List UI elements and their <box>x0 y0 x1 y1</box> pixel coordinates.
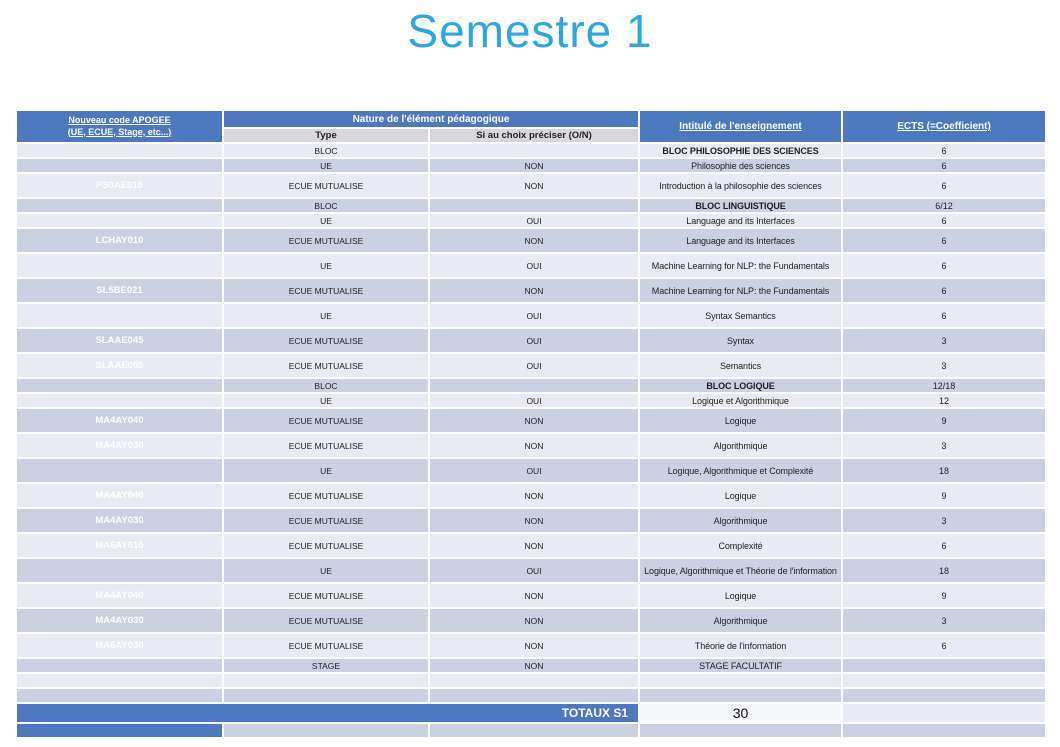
cell-choice: OUI <box>430 329 638 352</box>
header-code <box>17 111 222 142</box>
cell-choice: NON <box>430 484 638 507</box>
cell-choice: OUI <box>430 254 638 277</box>
cell-code <box>17 379 222 392</box>
cell-choice: OUI <box>430 304 638 327</box>
header-code-line1: Nouveau code APOGEE <box>68 115 171 126</box>
cell-type: ECUE MUTUALISE <box>224 279 428 302</box>
cell-choice: NON <box>430 609 638 632</box>
table-body <box>17 144 1045 702</box>
cell-code <box>17 199 222 212</box>
cell-title: Syntax Semantics <box>640 304 841 327</box>
table-row <box>17 254 1045 277</box>
cell-ects: 18 <box>843 559 1045 582</box>
header-choice: Si au choix préciser (O/N) <box>430 129 638 142</box>
cell-choice: NON <box>430 659 638 672</box>
cell-type: BLOC <box>224 379 428 392</box>
cell-type: STAGE <box>224 659 428 672</box>
cell-ects: 18 <box>843 459 1045 482</box>
totals-value: 30 <box>640 704 841 722</box>
cell-choice <box>430 144 638 157</box>
cell-choice: NON <box>430 279 638 302</box>
cell-ects: 6 <box>843 174 1045 197</box>
cell-choice <box>430 199 638 212</box>
table-row <box>17 329 1045 352</box>
table-row <box>17 634 1045 657</box>
cell-code: MA4AY030 <box>17 434 222 457</box>
table-header <box>17 111 1045 142</box>
cell-code: MA6AY030 <box>17 634 222 657</box>
cell-code <box>17 674 222 687</box>
cell-ects <box>843 674 1045 687</box>
table-row <box>17 509 1045 532</box>
cell-code: SL5BE021 <box>17 279 222 302</box>
cell-code <box>17 159 222 172</box>
cell-code <box>17 214 222 227</box>
cell-choice: OUI <box>430 214 638 227</box>
cell-ects: 9 <box>843 484 1045 507</box>
cell-title: Philosophie des sciences <box>640 159 841 172</box>
cell-ects: 9 <box>843 409 1045 432</box>
cell-ects: 6 <box>843 304 1045 327</box>
table-footer <box>17 704 1045 737</box>
cell-ects: 12/18 <box>843 379 1045 392</box>
cell-title: BLOC LINGUISTIQUE <box>640 199 841 212</box>
cell-code <box>17 254 222 277</box>
cell-code: LCHAY010 <box>17 229 222 252</box>
cell-title: BLOC PHILOSOPHIE DES SCIENCES <box>640 144 841 157</box>
cell-title: Language and its Interfaces <box>640 229 841 252</box>
cell-choice <box>430 724 638 737</box>
table-row <box>17 409 1045 432</box>
cell-ects: 3 <box>843 434 1045 457</box>
cell-ects: 3 <box>843 329 1045 352</box>
table-row <box>17 174 1045 197</box>
cell-choice: NON <box>430 509 638 532</box>
cell-title: Introduction à la philosophie des sciences <box>640 174 841 197</box>
cell-type: UE <box>224 214 428 227</box>
cell-type: ECUE MUTUALISE <box>224 434 428 457</box>
table-row <box>17 434 1045 457</box>
cell-choice: NON <box>430 409 638 432</box>
table-row <box>17 609 1045 632</box>
cell-choice: NON <box>430 159 638 172</box>
cell-type: UE <box>224 559 428 582</box>
cell-choice: OUI <box>430 354 638 377</box>
table-row <box>17 304 1045 327</box>
cell-ects: 6 <box>843 279 1045 302</box>
totals-row <box>17 704 1045 722</box>
cell-title <box>640 674 841 687</box>
cell-title: Logique <box>640 484 841 507</box>
header-ects: ECTS (=Coefficient) <box>843 111 1045 142</box>
cell-type: ECUE MUTUALISE <box>224 174 428 197</box>
cell-code <box>17 689 222 702</box>
cell-type: UE <box>224 254 428 277</box>
cell-choice: OUI <box>430 394 638 407</box>
cell-title <box>640 689 841 702</box>
cell-ects: 6 <box>843 229 1045 252</box>
totals-label: TOTAUX S1 <box>17 704 638 722</box>
cell-ects: 3 <box>843 509 1045 532</box>
cell-code: PS0AE010 <box>17 174 222 197</box>
cell-ects: 6 <box>843 214 1045 227</box>
cell-code <box>17 559 222 582</box>
cell-type <box>224 724 428 737</box>
cell-type: UE <box>224 394 428 407</box>
cell-title: Logique, Algorithmique et Complexité <box>640 459 841 482</box>
cell-type: ECUE MUTUALISE <box>224 354 428 377</box>
table-row <box>17 354 1045 377</box>
cell-code <box>17 459 222 482</box>
cell-ects: 3 <box>843 354 1045 377</box>
cell-choice: OUI <box>430 559 638 582</box>
cell-title: Algorithmique <box>640 434 841 457</box>
table-row <box>17 584 1045 607</box>
cell-title: BLOC LOGIQUE <box>640 379 841 392</box>
header-type: Type <box>224 129 428 142</box>
cell-code: MA4AY040 <box>17 484 222 507</box>
cell-title <box>640 724 841 737</box>
cell-code: MA4AY030 <box>17 609 222 632</box>
cell-code: MA6AY010 <box>17 534 222 557</box>
table-row <box>17 534 1045 557</box>
cell-title: Théorie de l'information <box>640 634 841 657</box>
cell-title: Logique, Algorithmique et Théorie de l'information <box>640 559 841 582</box>
table-row <box>17 559 1045 582</box>
cell-type: ECUE MUTUALISE <box>224 634 428 657</box>
cell-choice <box>430 689 638 702</box>
cell-title: Logique <box>640 584 841 607</box>
cell-title: Syntax <box>640 329 841 352</box>
cell-ects: 6 <box>843 534 1045 557</box>
cell-type: ECUE MUTUALISE <box>224 509 428 532</box>
cell-title: Logique <box>640 409 841 432</box>
table-row <box>17 484 1045 507</box>
cell-type: ECUE MUTUALISE <box>224 409 428 432</box>
cell-code <box>17 144 222 157</box>
cell-code <box>17 659 222 672</box>
cell-choice <box>430 674 638 687</box>
header-nature: Nature de l'élément pédagogique <box>224 111 638 127</box>
cell-type <box>224 674 428 687</box>
cell-code: SLAAE045 <box>17 329 222 352</box>
cell-code <box>17 394 222 407</box>
semester-table <box>15 109 1047 739</box>
cell-type: ECUE MUTUALISE <box>224 534 428 557</box>
cell-ects: 6 <box>843 144 1045 157</box>
cell-title: Logique et Algorithmique <box>640 394 841 407</box>
cell-type: UE <box>224 159 428 172</box>
cell-type: ECUE MUTUALISE <box>224 229 428 252</box>
table-row <box>17 199 1045 212</box>
cell-ects: 6 <box>843 254 1045 277</box>
totals-ects-cell <box>843 704 1045 722</box>
cell-choice <box>430 379 638 392</box>
cell-ects: 6/12 <box>843 199 1045 212</box>
table-row <box>17 674 1045 687</box>
cell-code: MA4AY040 <box>17 409 222 432</box>
header-intitule: Intitulé de l'enseignement <box>640 111 841 142</box>
table-row <box>17 659 1045 672</box>
cell-type: BLOC <box>224 199 428 212</box>
cell-code: MA4AY040 <box>17 584 222 607</box>
cell-type: UE <box>224 304 428 327</box>
cell-title: Machine Learning for NLP: the Fundamentals <box>640 254 841 277</box>
cell-ects <box>843 659 1045 672</box>
cell-choice: NON <box>430 229 638 252</box>
cell-code <box>17 724 222 737</box>
cell-title: STAGE FACULTATIF <box>640 659 841 672</box>
table-row <box>17 229 1045 252</box>
cell-type: UE <box>224 459 428 482</box>
cell-title: Algorithmique <box>640 609 841 632</box>
cell-choice: OUI <box>430 459 638 482</box>
cell-type <box>224 689 428 702</box>
table-row <box>17 214 1045 227</box>
table-row <box>17 459 1045 482</box>
table-row <box>17 394 1045 407</box>
cell-title: Algorithmique <box>640 509 841 532</box>
cell-choice: NON <box>430 434 638 457</box>
cell-choice: NON <box>430 584 638 607</box>
cell-choice: NON <box>430 634 638 657</box>
cell-ects <box>843 724 1045 737</box>
cell-title: Language and its Interfaces <box>640 214 841 227</box>
page-title: Semestre 1 <box>407 5 653 57</box>
table-row <box>17 379 1045 392</box>
cell-title: Semantics <box>640 354 841 377</box>
table-row <box>17 279 1045 302</box>
cell-ects: 9 <box>843 584 1045 607</box>
cell-type: ECUE MUTUALISE <box>224 609 428 632</box>
cell-code: SLAAE055 <box>17 354 222 377</box>
cell-title: Complexité <box>640 534 841 557</box>
header-code-line2: (UE, ECUE, Stage, etc...) <box>67 126 172 137</box>
cell-code <box>17 304 222 327</box>
cell-ects: 6 <box>843 634 1045 657</box>
cell-choice: NON <box>430 174 638 197</box>
cell-ects <box>843 689 1045 702</box>
table-row <box>17 144 1045 157</box>
cell-type: BLOC <box>224 144 428 157</box>
cell-type: ECUE MUTUALISE <box>224 584 428 607</box>
cell-ects: 6 <box>843 159 1045 172</box>
table-row <box>17 159 1045 172</box>
table-row <box>17 689 1045 702</box>
cell-code: MA4AY030 <box>17 509 222 532</box>
cell-ects: 3 <box>843 609 1045 632</box>
cell-choice: NON <box>430 534 638 557</box>
cell-type: ECUE MUTUALISE <box>224 329 428 352</box>
cell-title: Machine Learning for NLP: the Fundamentals <box>640 279 841 302</box>
cell-type: ECUE MUTUALISE <box>224 484 428 507</box>
trailing-blank-row <box>17 724 1045 737</box>
cell-ects: 12 <box>843 394 1045 407</box>
